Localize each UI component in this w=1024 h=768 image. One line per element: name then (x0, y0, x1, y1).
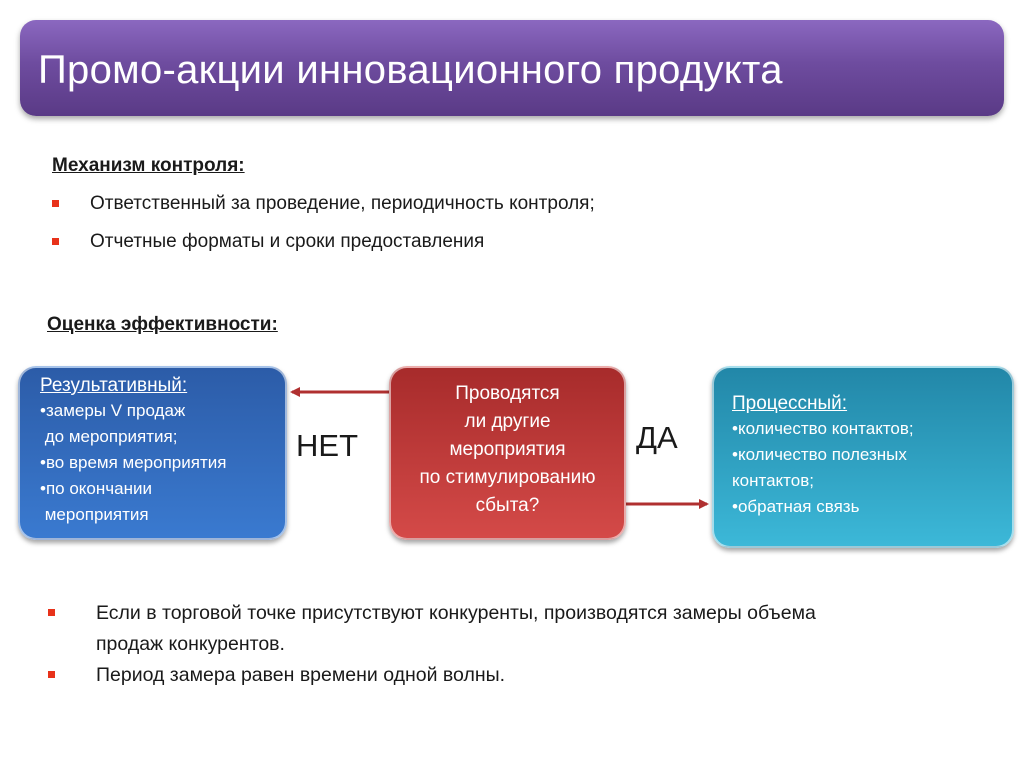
process-box (712, 366, 1014, 548)
result-box-title: Результативный: (40, 375, 188, 396)
control-heading: Механизм контроля: (52, 155, 245, 176)
result-box-line: мероприятия (40, 505, 149, 524)
bullet-square-icon (48, 671, 55, 678)
question-box (389, 366, 626, 540)
result-box-line: •во время мероприятия (40, 453, 227, 472)
question-line: ли другие (464, 411, 551, 432)
yes-label: ДА (636, 420, 678, 455)
question-line: по стимулированию (419, 467, 596, 488)
process-box-title: Процессный: (732, 393, 848, 414)
bullet-square-icon (48, 609, 55, 616)
question-line: мероприятия (449, 439, 566, 460)
slide-title: Промо-акции инновационного продукта (38, 48, 783, 92)
note-text: Период замера равен времени одной волны. (96, 664, 506, 686)
note-text: Если в торговой точке присутствуют конкуренты, производятся замеры объема (96, 602, 816, 624)
evaluation-heading: Оценка эффективности: (47, 314, 278, 335)
list-item (48, 598, 816, 660)
note-text: продаж конкурентов. (96, 633, 285, 655)
result-box-line: •замеры V продаж (40, 401, 186, 420)
question-line: Проводятся (455, 383, 560, 404)
result-box (18, 366, 287, 540)
notes-list (48, 598, 816, 691)
process-box-line: •обратная связь (732, 497, 860, 516)
result-box-line: •по окончании (40, 479, 152, 498)
question-line: сбыта? (475, 495, 540, 516)
control-item-text: Отчетные форматы и сроки предоставления (90, 231, 485, 252)
process-box-line: контактов; (732, 471, 814, 490)
control-item-text: Ответственный за проведение, периодичность контроля; (90, 193, 595, 214)
list-item (48, 660, 816, 691)
no-label: НЕТ (296, 428, 358, 463)
process-box-line: •количество полезных (732, 445, 907, 464)
process-box-line: •количество контактов; (732, 419, 914, 438)
result-box-line: до мероприятия; (40, 427, 178, 446)
